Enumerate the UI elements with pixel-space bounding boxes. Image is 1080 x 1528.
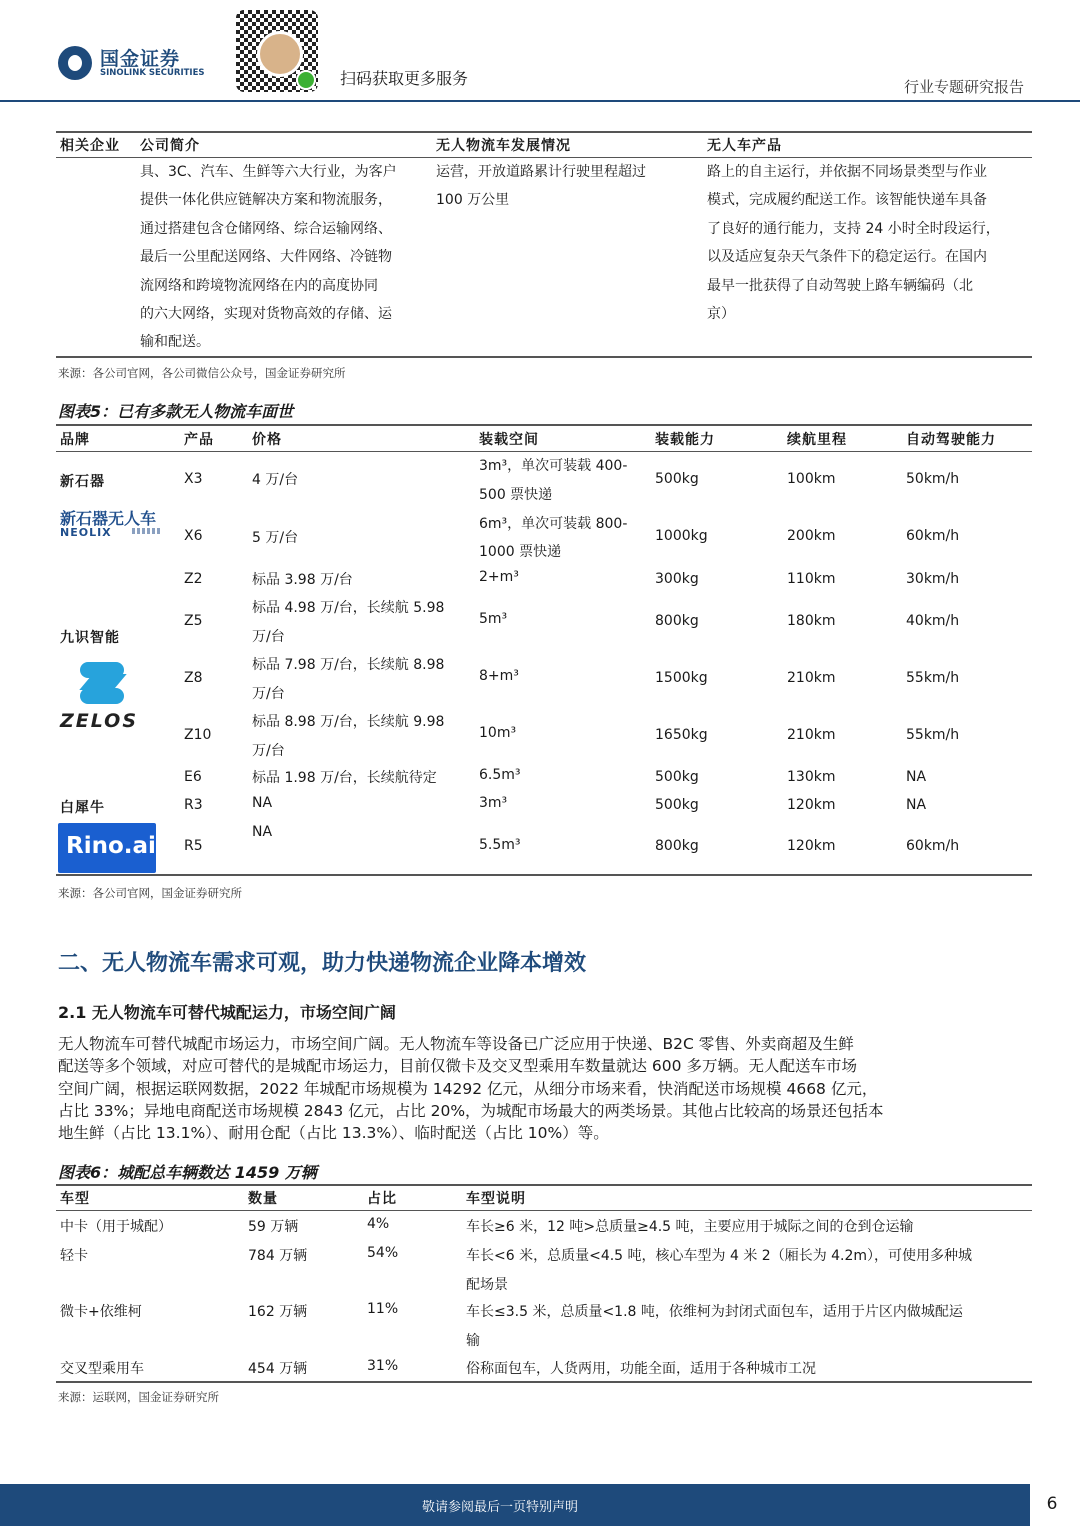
- table6-cell-share: 54%: [367, 1245, 399, 1261]
- table5-cell-price: 5 万/台: [252, 529, 299, 546]
- intro-line: 输和配送。: [140, 334, 210, 351]
- table6-cell-count: 454 万辆: [248, 1361, 308, 1377]
- dev-line: 100 万公里: [436, 192, 510, 209]
- intro-line: 的六大网络，实现对货物高效的存储、运: [140, 305, 392, 322]
- paragraph-line: 配送等多个领域，对应可替代的是城配市场运力，目前仅微卡及交叉型乘用车数量就达 600 多万辆。无人配送车市场: [58, 1057, 857, 1076]
- table6-cell-type: 中卡（用于城配）: [60, 1219, 172, 1235]
- rino-logo: [58, 823, 156, 873]
- table5-cell-price: 万/台: [252, 628, 285, 645]
- table5-cell-range: 200km: [787, 528, 836, 544]
- table6-cell-desc: 配场景: [466, 1276, 508, 1293]
- rino-logo-text: Rino.ai: [66, 833, 156, 859]
- brand-rino: 白犀牛: [60, 800, 105, 816]
- table6-title: 图表6：城配总车辆数达 1459 万辆: [58, 1163, 317, 1182]
- table5-header-auto: 自动驾驶能力: [906, 432, 996, 448]
- table5-cell-capacity: 1650kg: [655, 726, 708, 743]
- table5-cell-capacity: 1500kg: [655, 669, 708, 686]
- table5-cell-product: X3: [184, 470, 203, 487]
- product-line: 路上的自主运行，并依据不同场景类型与作业: [707, 164, 987, 180]
- table5-cell-range: 100km: [787, 470, 836, 487]
- company-intro-cell: [140, 158, 397, 357]
- product-line: 了良好的通行能力，支持 24 小时全时段运行，: [707, 220, 1000, 237]
- top-table-bottom-rule: [56, 356, 1032, 358]
- table6-top-rule: [56, 1184, 1032, 1186]
- table5-header-space: 装载空间: [479, 432, 539, 448]
- wechat-mini-icon: [296, 70, 316, 90]
- paragraph-line: 地生鲜（占比 13.1%）、耐用仓配（占比 13.3%）、临时配送（占比 10%）等。: [58, 1124, 609, 1143]
- table5-cell-price: 标品 1.98 万/台，长续航待定: [252, 770, 437, 787]
- dev-status-cell: [436, 158, 646, 215]
- table5-cell-price: 标品 3.98 万/台: [252, 572, 353, 589]
- table5-top-rule: [56, 424, 1032, 426]
- table5-header-range: 续航里程: [787, 432, 847, 448]
- table5-cell-space: 500 票快递: [479, 486, 553, 503]
- table6-header-desc: 车型说明: [466, 1191, 526, 1207]
- table6-cell-desc: 输: [466, 1332, 480, 1349]
- table5-bottom-rule: [56, 874, 1032, 876]
- table5-cell-capacity: 500kg: [655, 470, 699, 487]
- report-type: 行业专题研究报告: [903, 78, 1024, 96]
- table6-header-count: 数量: [248, 1191, 278, 1207]
- table5-cell-space: 6.5m³: [479, 767, 521, 784]
- table5-cell-space: 10m³: [479, 725, 517, 742]
- table6-cell-share: 11%: [367, 1301, 399, 1317]
- table5-cell-range: 210km: [787, 669, 836, 686]
- intro-line: 最后一公里配送网络、大件网络、冷链物: [140, 249, 392, 266]
- table5-cell-range: 210km: [787, 726, 836, 743]
- table5-cell-product: X6: [184, 528, 203, 544]
- neolix-logo-cn: 新石器无人车: [60, 509, 157, 528]
- table5-cell-space: 3m³，单次可装载 400-: [479, 458, 628, 475]
- top-table-rule: [56, 131, 1032, 133]
- table6-cell-desc: 俗称面包车，人货两用，功能全面，适用于各种城市工况: [466, 1361, 816, 1377]
- table5-title: 图表5：已有多款无人物流车面世: [58, 402, 294, 421]
- paragraph-line: 空间广阔，根据运联网数据，2022 年城配市场规模为 14292 亿元，从细分市场来看，快消配送市场规模 4668 亿元，: [58, 1079, 878, 1098]
- table5-cell-price: 标品 4.98 万/台，长续航 5.98: [252, 600, 445, 617]
- table5-header-price: 价格: [252, 432, 282, 448]
- brand-neolix: 新石器: [60, 474, 105, 490]
- table5-cell-auto: 60km/h: [906, 528, 960, 544]
- intro-line: 具、3C、汽车、生鲜等六大行业，为客户: [140, 164, 397, 180]
- table6-cell-type: 轻卡: [60, 1248, 88, 1264]
- top-table-header-intro: 公司简介: [140, 138, 200, 154]
- table5-cell-space: 1000 票快递: [479, 544, 562, 560]
- paragraph-line: 占比 33%；异地电商配送市场规模 2843 亿元，占比 20%，为城配市场最大的两类场景。其他占比较高的场景还包括本: [58, 1101, 884, 1120]
- table5-source: 来源：各公司官网，国金证券研究所: [58, 886, 242, 900]
- brand-zelos: 九识智能: [60, 630, 120, 646]
- table6-header-share: 占比: [367, 1191, 397, 1207]
- body-paragraph: [58, 1033, 1028, 1144]
- table6-cell-type: 微卡+依维柯: [60, 1304, 142, 1320]
- table6-header-rule: [56, 1210, 1032, 1211]
- table5-cell-auto: 55km/h: [906, 669, 960, 686]
- table5-cell-capacity: 1000kg: [655, 528, 708, 544]
- zelos-logo: [60, 660, 150, 734]
- table5-cell-space: 3m³: [479, 795, 508, 812]
- zelos-logo-text: ZELOS: [60, 710, 139, 732]
- neolix-logo-en: NEOLIX: [60, 526, 112, 539]
- table5-cell-capacity: 500kg: [655, 768, 699, 785]
- table6-cell-desc: 车长<6 米，总质量<4.5 吨，核心车型为 4 米 2（厢长为 4.2m），可使用多种城: [466, 1248, 973, 1264]
- table6-cell-share: 31%: [367, 1358, 399, 1374]
- table6-cell-desc: 车长≥6 米，12 吨>总质量≥4.5 吨，主要应用于城际之间的仓到仓运输: [466, 1219, 914, 1235]
- intro-line: 提供一体化供应链解决方案和物流服务，: [140, 192, 392, 209]
- table6-cell-type: 交叉型乘用车: [60, 1361, 144, 1377]
- table5-cell-space: 5m³: [479, 611, 508, 628]
- table5-cell-space: 8+m³: [479, 668, 519, 685]
- table5-cell-range: 110km: [787, 570, 836, 587]
- table5-cell-capacity: 500kg: [655, 796, 699, 813]
- footer-disclaimer: 敬请参阅最后一页特别声明: [421, 1500, 578, 1515]
- table5-cell-price: 万/台: [252, 685, 285, 702]
- logo-cn-text: 国金证券: [100, 48, 181, 70]
- top-table-source: 来源：各公司官网，各公司微信公众号，国金证券研究所: [58, 366, 346, 380]
- subsection-heading: 2.1 无人物流车可替代城配运力，市场空间广阔: [58, 1003, 396, 1022]
- product-line: 以及适应复杂天气条件下的稳定运行。在国内: [707, 249, 987, 266]
- table5-cell-price: 4 万/台: [252, 472, 299, 489]
- scan-prompt: 扫码获取更多服务: [340, 69, 469, 88]
- logo-en-text: SINOLINK SECURITIES: [100, 68, 205, 78]
- table5-cell-product: Z5: [184, 612, 203, 629]
- table6-bottom-rule: [56, 1381, 1032, 1383]
- product-desc-cell: [707, 158, 1000, 328]
- header-divider: [0, 100, 1080, 102]
- table5-cell-price: 标品 7.98 万/台，长续航 8.98: [252, 657, 445, 674]
- table5-cell-auto: NA: [906, 768, 927, 785]
- table5-cell-product: E6: [184, 768, 202, 785]
- table5-cell-capacity: 800kg: [655, 612, 699, 629]
- table5-cell-auto: 30km/h: [906, 570, 960, 587]
- table5-cell-range: 180km: [787, 612, 836, 629]
- intro-line: 流网络和跨境物流网络在内的高度协同: [140, 277, 378, 294]
- table6-cell-share: 4%: [367, 1216, 390, 1232]
- table5-cell-space: 2+m³: [479, 569, 519, 586]
- table5-cell-range: 130km: [787, 768, 836, 785]
- table5-cell-product: R5: [184, 838, 203, 854]
- table6-cell-desc: 车长≤3.5 米，总质量<1.8 吨，依维柯为封闭式面包车，适用于片区内做城配运: [466, 1304, 963, 1320]
- table5-cell-price: NA: [252, 824, 273, 840]
- neolix-logo: [60, 506, 164, 540]
- table5-cell-auto: NA: [906, 796, 927, 813]
- table6-cell-count: 162 万辆: [248, 1304, 308, 1320]
- table5-header-brand: 品牌: [60, 432, 90, 448]
- table5-cell-price: 万/台: [252, 742, 285, 759]
- table5-cell-capacity: 800kg: [655, 838, 699, 854]
- qr-center-badge-icon: [257, 31, 303, 77]
- table5-cell-product: Z10: [184, 726, 212, 743]
- table5-cell-range: 120km: [787, 796, 836, 813]
- product-line: 最早一批获得了自动驾驶上路车辆编码（北: [707, 277, 973, 294]
- table5-cell-auto: 40km/h: [906, 612, 960, 629]
- product-line: 模式，完成履约配送工作。该智能快递车具备: [707, 192, 987, 209]
- table5-header-capacity: 装载能力: [655, 432, 715, 448]
- paragraph-line: 无人物流车可替代城配市场运力，市场空间广阔。无人物流车等设备已广泛应用于快递、B2C 零售、外卖商超及生鲜: [58, 1035, 854, 1053]
- company-logo: [56, 42, 216, 90]
- table5-cell-product: Z8: [184, 669, 203, 686]
- neolix-logo-mark-icon: [132, 528, 160, 534]
- table6-cell-count: 784 万辆: [248, 1248, 308, 1264]
- top-table-header-dev: 无人物流车发展情况: [436, 138, 571, 154]
- intro-line: 通过搭建包含仓储网络、综合运输网络、: [140, 220, 392, 237]
- table5-cell-capacity: 300kg: [655, 570, 699, 587]
- dev-line: 运营，开放道路累计行驶里程超过: [436, 164, 646, 180]
- page-number: 6: [1046, 1494, 1058, 1514]
- table6-source: 来源：运联网，国金证券研究所: [58, 1390, 219, 1404]
- section-heading: 二、无人物流车需求可观，助力快递物流企业降本增效: [58, 951, 587, 976]
- table5-cell-auto: 50km/h: [906, 470, 960, 487]
- table5-cell-product: Z2: [184, 570, 203, 587]
- table6-cell-count: 59 万辆: [248, 1219, 299, 1235]
- zelos-z-icon: [80, 688, 124, 704]
- table5-cell-product: R3: [184, 796, 203, 813]
- table5-cell-auto: 60km/h: [906, 838, 960, 854]
- table5-cell-space: 5.5m³: [479, 836, 521, 853]
- qr-code-icon: [236, 10, 318, 92]
- table5-cell-price: 标品 8.98 万/台，长续航 9.98: [252, 714, 445, 731]
- table5-cell-price: NA: [252, 795, 273, 812]
- table5-cell-auto: 55km/h: [906, 726, 960, 743]
- table5-header-product: 产品: [184, 432, 214, 448]
- product-line: 京）: [707, 305, 735, 322]
- top-table-header-company: 相关企业: [60, 138, 120, 154]
- table6-header-type: 车型: [60, 1191, 90, 1207]
- table5-cell-space: 6m³，单次可装载 800-: [479, 515, 628, 532]
- sinolink-logo-icon: [58, 46, 92, 80]
- top-table-header-product: 无人车产品: [707, 138, 782, 154]
- table5-cell-range: 120km: [787, 838, 836, 854]
- table5-header-rule: [56, 451, 1032, 452]
